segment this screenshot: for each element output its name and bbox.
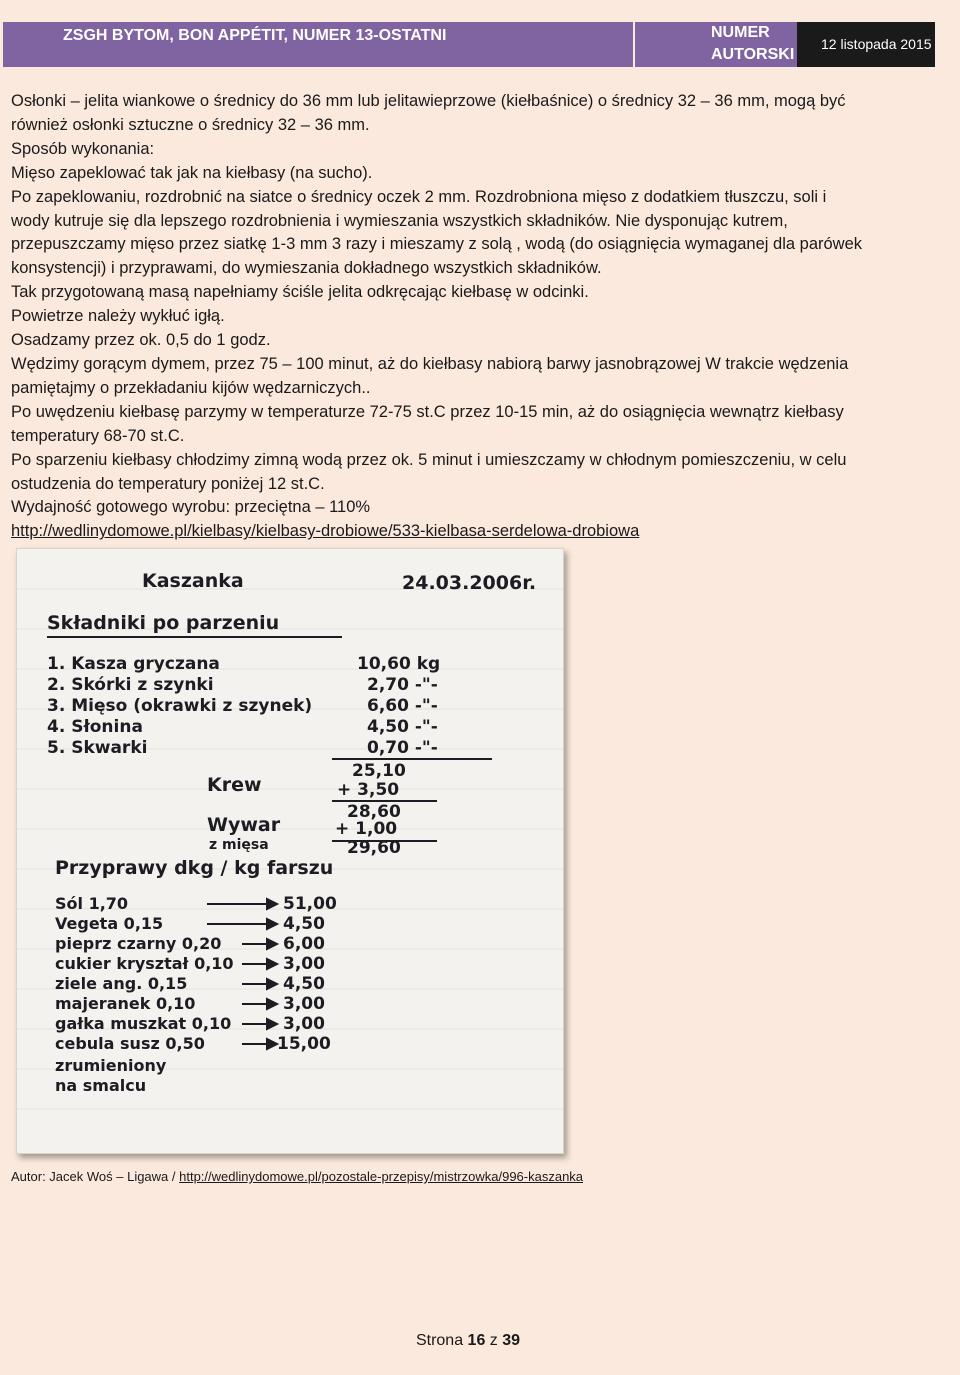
- spice-name: Vegeta 0,15: [55, 914, 164, 933]
- ingredient-amount: 10,60 kg: [357, 654, 441, 674]
- photo-caption: [11, 1169, 583, 1184]
- text-line: również osłonki sztuczne o średnicy 32 – 36 mm.: [11, 115, 370, 134]
- handwritten-note: [17, 549, 563, 1153]
- text-line: pamiętajmy o przekładaniu kijów wędzarniczych..: [11, 378, 371, 397]
- text-line: ostudzenia do temperatury poniżej 12 st.C.: [11, 474, 325, 493]
- extra-note: na smalcu: [55, 1076, 147, 1095]
- note-title: Kaszanka: [142, 570, 244, 592]
- footer-page-number: 16: [467, 1332, 486, 1349]
- ingredient-name: 1. Kasza gryczana: [47, 654, 220, 674]
- sum-1: 25,10: [352, 761, 406, 781]
- spice-name: gałka muszkat 0,10: [55, 1014, 232, 1033]
- text-line: Powietrze należy wykłuć igłą.: [11, 307, 225, 326]
- text-line: Wydajność gotowego wyrobu: przeciętna – 110%: [11, 498, 371, 517]
- caption-author: Autor: Jacek Woś – Ligawa /: [11, 1169, 180, 1184]
- spice-name: ziele ang. 0,15: [55, 974, 188, 993]
- text-line: Wędzimy gorącym dymem, przez 75 – 100 minut, aż do kiełbasy nabiorą barwy jasnobrązowej W trakcie wędzenia: [11, 354, 849, 373]
- spice-total: 6,00: [283, 934, 325, 954]
- spice-total: 51,00: [283, 894, 337, 914]
- text-line: temperatury 68-70 st.C.: [11, 426, 185, 445]
- source-link[interactable]: http://wedlinydomowe.pl/kielbasy/kielbasy-drobiowe/533-kielbasa-serdelowa-drobiowa: [11, 522, 640, 541]
- page-footer: [0, 1332, 936, 1350]
- page-header: [3, 22, 935, 67]
- text-line: Mięso zapeklować tak jak na kiełbasy (na sucho).: [11, 163, 373, 182]
- wywar-label: Wywar: [207, 814, 281, 836]
- ingredient-name: 4. Słonina: [47, 717, 143, 737]
- spice-total: 4,50: [283, 914, 325, 934]
- text-line: Tak przygotowaną masą napełniamy ściśle jelita odkręcając kiełbasę w odcinki.: [11, 283, 589, 302]
- ingredient-amount: 2,70 -"-: [367, 675, 438, 695]
- krew-label: Krew: [207, 774, 262, 796]
- spice-total: 3,00: [283, 954, 325, 974]
- text-line: przepuszczamy mięso przez siatkę 1-3 mm 3 razy i mieszamy z solą , wodą (do osiągnięcia wymaganej dla parówek: [11, 235, 863, 254]
- spice-total: 15,00: [277, 1034, 331, 1054]
- text-line: Osadzamy przez ok. 0,5 do 1 godz.: [11, 331, 271, 350]
- spice-total: 3,00: [283, 1014, 325, 1034]
- footer-total-pages: 39: [502, 1332, 521, 1349]
- sum-3: 29,60: [347, 838, 401, 858]
- text-line: Po uwędzeniu kiełbasę parzymy w temperaturze 72-75 st.C przez 10-15 min, aż do osiągnięcia wewnątrz kiełbasy: [11, 402, 844, 421]
- footer-label: Strona: [415, 1332, 464, 1349]
- spice-name: Sól 1,70: [55, 894, 129, 913]
- spice-name: cukier kryształ 0,10: [55, 954, 234, 973]
- handwritten-recipe-photo: [16, 548, 564, 1154]
- ingredient-amount: 6,60 -"-: [367, 696, 438, 716]
- text-line: Osłonki – jelita wiankowe o średnicy do 36 mm lub jelitawieprzowe (kiełbaśnice) o średnicy 32 – 36 mm, mogą być: [11, 92, 846, 110]
- text-line: Sposób wykonania:: [11, 139, 155, 158]
- text-line: konsystencji) i przyprawami, do wymieszania dokładnego wszystkich składników.: [11, 259, 602, 278]
- spice-total: 3,00: [283, 994, 325, 1014]
- ingredient-name: 2. Skórki z szynki: [47, 675, 214, 695]
- sum-2: 28,60: [347, 802, 401, 822]
- add-2: + 1,00: [335, 819, 398, 839]
- header-numer-autorski: [635, 22, 797, 67]
- spice-name: cebula susz 0,50: [55, 1034, 205, 1053]
- text-line: Po zapeklowaniu, rozdrobnić na siatce o średnicy oczek 2 mm. Rozdrobniona mięso z dodatkiem tłuszczu, soli i: [11, 187, 827, 206]
- spice-total: 4,50: [283, 974, 325, 994]
- caption-link[interactable]: http://wedlinydomowe.pl/pozostale-przepisy/mistrzowka/996-kaszanka: [179, 1169, 584, 1184]
- footer-of: z: [489, 1332, 498, 1349]
- text-line: Po sparzeniu kiełbasy chłodzimy zimną wodą przez ok. 5 minut i umieszczamy w chłodnym pomieszczeniu, w celu: [11, 450, 847, 469]
- ingredient-amount: 0,70 -"-: [367, 738, 438, 758]
- ingredient-name: 5. Skwarki: [47, 738, 148, 758]
- wywar-label-2: z mięsa: [209, 837, 269, 853]
- ingredient-amount: 4,50 -"-: [367, 717, 438, 737]
- spice-rows: [55, 894, 337, 1054]
- recipe-text: [11, 90, 936, 544]
- text-line: wody kutruje się dla lepszego rozdrobnienia i wymieszania wszystkich składników. Nie dysponując kutrem,: [11, 211, 788, 230]
- header-title: ZSGH BYTOM, BON APPÉTIT, NUMER 13-OSTATNI: [3, 22, 633, 67]
- spice-name: majeranek 0,10: [55, 994, 196, 1013]
- ingredient-name: 3. Mięso (okrawki z szynek): [47, 696, 313, 716]
- add-1: + 3,50: [337, 780, 400, 800]
- note-date: 24.03.2006r.: [402, 572, 537, 594]
- note-subtitle: Składniki po parzeniu: [47, 612, 280, 634]
- spices-title: Przyprawy dkg / kg farszu: [55, 857, 334, 879]
- header-numer: NUMER: [711, 24, 770, 41]
- extra-note: zrumieniony: [55, 1056, 167, 1075]
- header-autorski: AUTORSKI: [711, 46, 795, 63]
- header-date: 12 listopada 2015: [797, 22, 935, 67]
- spice-name: pieprz czarny 0,20: [55, 934, 222, 953]
